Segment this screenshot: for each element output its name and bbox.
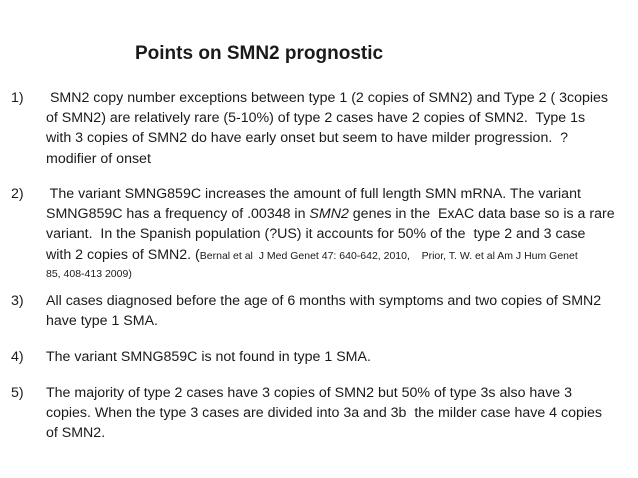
- item-line: [46, 204, 632, 224]
- item-text-segment: with 2 copies of SMN2. (: [46, 246, 200, 263]
- item-line: modifier of onset: [46, 150, 151, 167]
- item-text-segment: genes in the ExAC data base so is a rare: [348, 206, 615, 223]
- item-text: [46, 383, 632, 444]
- slide-title: Points on SMN2 prognostic: [135, 43, 384, 64]
- item-line: with 3 copies of SMN2 do have early onset but seem to have milder progression. ?: [46, 130, 569, 147]
- item-text: [46, 88, 632, 169]
- item-number: 1): [11, 90, 24, 106]
- item-text: [46, 184, 632, 282]
- item-text: [46, 291, 632, 331]
- item-line: SMN2 copy number exceptions between type 1 (2 copies of SMN2) and Type 2 ( 3copies: [46, 90, 609, 106]
- item-line: All cases diagnosed before the age of 6 months with symptoms and two copies of SMN2: [46, 293, 602, 309]
- item-number: 2): [11, 186, 24, 202]
- item-line: variant. In the Spanish population (?US) it accounts for 50% of the type 2 and 3 case: [46, 226, 586, 243]
- item-line: The majority of type 2 cases have 3 copies of SMN2 but 50% of type 3s also have 3: [46, 385, 573, 401]
- item-line: [46, 245, 632, 266]
- citation: Bernal et al J Med Genet 47: 640-642, 2010, Prior, T. W. et al Am J Hum Genet: [199, 249, 578, 262]
- item-number: 4): [11, 349, 24, 365]
- item-line: The variant SMNG859C is not found in type 1 SMA.: [46, 349, 371, 365]
- item-line: of SMN2.: [46, 425, 106, 442]
- item-text: [46, 347, 632, 367]
- item-line: copies. When the type 3 cases are divided into 3a and 3b the milder case have 4 copies: [46, 405, 603, 422]
- gene-name-italic: SMN2: [309, 206, 349, 223]
- citation: 85, 408-413 2009): [46, 267, 132, 280]
- item-line: have type 1 SMA.: [46, 313, 158, 330]
- item-line: of SMN2) are relatively rare (5-10%) of type 2 cases have 2 copies of SMN2. Type 1s: [46, 110, 586, 127]
- item-number: 5): [11, 385, 24, 401]
- item-line: The variant SMNG859C increases the amount of full length SMN mRNA. The variant: [46, 186, 581, 202]
- item-text-segment: SMNG859C has a frequency of .00348 in: [46, 206, 310, 223]
- item-number: 3): [11, 293, 24, 309]
